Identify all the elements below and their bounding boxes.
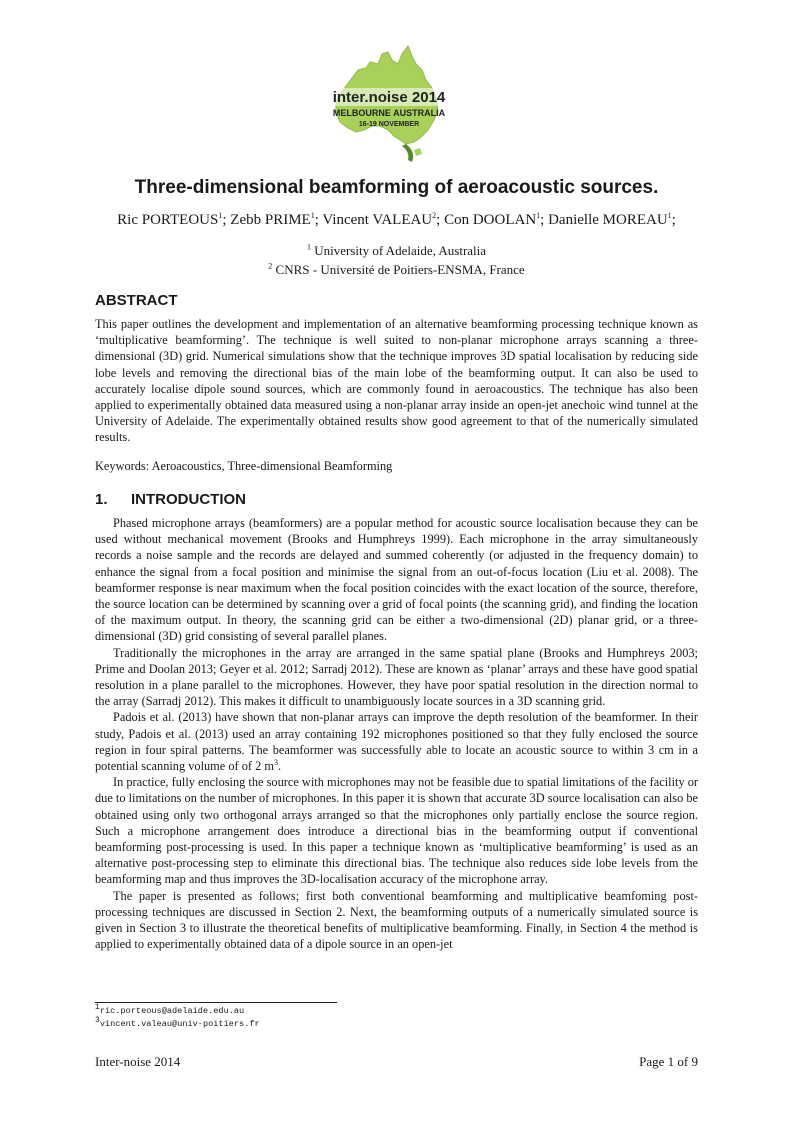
boomerang-icon: [402, 144, 413, 162]
intro-paragraph: Phased microphone arrays (beamformers) are a popular method for acoustic source localisation because they can be used without mechanical movement (Brooks and Humphreys 1999). Each microphone in the array simultaneously records a noise sample and the records are delayed and summed coherently (or adjusted in the frequency domain) to enhance the signal from a focal position and minimise the signal from an out-of-focus location (Liu et al. 2008). The beamformer response is near maximum when the focal position coincides with the exact location of the source, therefore, the source location can be determined by scanning over a grid of focal points (the scanning grid), and finding the location of the maximum output. In theory, the scanning grid can be either a two-dimensional (2D) planar grid, or a three-dimensional (3D) grid consisting of several parallel planes.: [95, 516, 698, 644]
footer-conference: Inter-noise 2014: [95, 1054, 181, 1069]
logo-line1: inter.noise 2014: [332, 89, 446, 106]
author-affiliation-mark: 1: [536, 211, 541, 220]
author-name: Vincent VALEAU: [322, 212, 433, 228]
author-name: Con DOOLAN: [444, 212, 537, 228]
section-number: 1.: [95, 491, 108, 508]
affiliation: [0, 262, 793, 278]
author-affiliation-mark: 1: [667, 211, 672, 220]
footnote: [95, 1003, 245, 1016]
affiliation-mark: 2: [268, 261, 273, 271]
affiliation-mark: 1: [306, 242, 311, 252]
tasmania-shape: [414, 148, 422, 156]
intro-body: [95, 515, 698, 952]
keywords: Keywords: Aeroacoustics, Three-dimensional Beamforming: [95, 459, 393, 473]
logo-line3: 16-19 NOVEMBER: [358, 121, 420, 128]
author-separator: ;: [540, 212, 549, 228]
author-separator: ;: [671, 212, 676, 228]
author-affiliation-mark: 1: [310, 211, 315, 220]
affiliation: [0, 243, 793, 259]
footnote-email-link[interactable]: vincent.valeau@univ-poitiers.fr: [99, 1019, 260, 1029]
author-affiliation-mark: 2: [432, 211, 437, 220]
footer-page-number: Page 1 of 9: [639, 1054, 698, 1069]
author-list: [0, 212, 793, 229]
logo-line2: MELBOURNE AUSTRALIA: [332, 108, 446, 118]
affiliation-text: University of Adelaide, Australia: [314, 243, 487, 258]
author-affiliation-mark: 1: [218, 211, 223, 220]
footnote-mark: 3: [95, 1016, 100, 1026]
footnote-mark: 1: [95, 1003, 100, 1013]
footnote-divider: [95, 1002, 337, 1003]
author-separator: ;: [222, 212, 231, 228]
intro-heading: [95, 491, 246, 508]
author-name: Danielle MOREAU: [548, 212, 668, 228]
footnote: [95, 1016, 260, 1029]
author-name: Ric PORTEOUS: [117, 212, 219, 228]
intro-paragraph: Traditionally the microphones in the array are arranged in the same spatial plane (Brooks and Humphreys 2003; Prime and Doolan 2013; Geyer et al. 2012; Sarradj 2012). These are known as ‘planar’ arrays and these have good spatial resolution in a plane parallel to the microphones. However, they have poor spatial resolution in the direction normal to the array (Sarradj 2012). This makes it difficult to unambiguously locate sources in a 3D scanning grid.: [95, 645, 698, 709]
paper-title: Three-dimensional beamforming of aeroacoustic sources.: [134, 177, 659, 198]
intro-paragraph-text: Padois et al. (2013) have shown that non-planar arrays can improve the depth resolution of the beamformer. In their study, Padois et al. (2013) used an array containing 192 microphones positioned so that they fully enclosed the source region in four spiral patterns. The beamformer was successfully able to locate an acoustic source to within 3 cm in a potential scanning volume of of 2 m: [95, 710, 698, 774]
intro-paragraph: In practice, fully enclosing the source with microphones may not be feasible due to spatial limitations of the facility or due to limitations on the number of microphones. In this paper it is shown that accurate 3D source localisation can also be obtained using only two orthogonal arrays arranged so that the microphones only partially enclose the source region. Such a microphone arrangement does introduce a directional bias in the beamforming output if conventional beamforming post-processing is used. In this paper a technique known as ‘multiplicative beamforming’ is used as an alternative post-processing step to eliminate this directional bias. The technique also reduces side lobe levels from the beamforming map and thus improves the 3D-localisation accuracy of the microphone array.: [95, 775, 698, 887]
author-separator: ;: [314, 212, 323, 228]
footnote-email-link[interactable]: ric.porteous@adelaide.edu.au: [99, 1006, 245, 1016]
author-name: Zebb PRIME: [230, 212, 311, 228]
intro-paragraph: The paper is presented as follows; first both conventional beamforming and multiplicative beamfoming post-processing techniques are discussed in Section 2. Next, the beamforming outputs of a numerically simulated source is given in Section 3 to illustrate the theoretical benefits of multiplicative beamforming. Finally, in Section 4 the method is applied to experimentally obtained data of a dipole source in an open-jet: [95, 888, 698, 952]
affiliation-text: CNRS - Université de Poitiers-ENSMA, France: [275, 262, 525, 277]
intro-paragraph-end: .: [277, 759, 282, 774]
author-separator: ;: [436, 212, 445, 228]
unit-exponent: 3: [273, 757, 278, 767]
abstract-text: This paper outlines the development and implementation of an alternative beamforming processing technique known as ‘multiplicative beamforming’. The technique is well suited to non-planar microphone arrays scanning a three-dimensional (3D) grid. Numerical simulations show that the technique improves 3D spatial localisation by reducing side lobe levels and removing the directional bias of the main lobe of the beamforming output. It can also be used to accurately localise dipole sound sources, which are commonly found in aeroacoustics. The technique has also been applied to experimentally obtained data measured using a non-planar array inside an open-jet anechoic wind tunnel at the University of Adelaide. The experimentally obtained results show good agreement to that of the numerically simulated results.: [95, 317, 698, 445]
abstract-heading: ABSTRACT: [95, 292, 178, 309]
section-title: INTRODUCTION: [131, 491, 246, 508]
intro-paragraph: [95, 709, 698, 774]
conference-logo: [322, 40, 456, 162]
